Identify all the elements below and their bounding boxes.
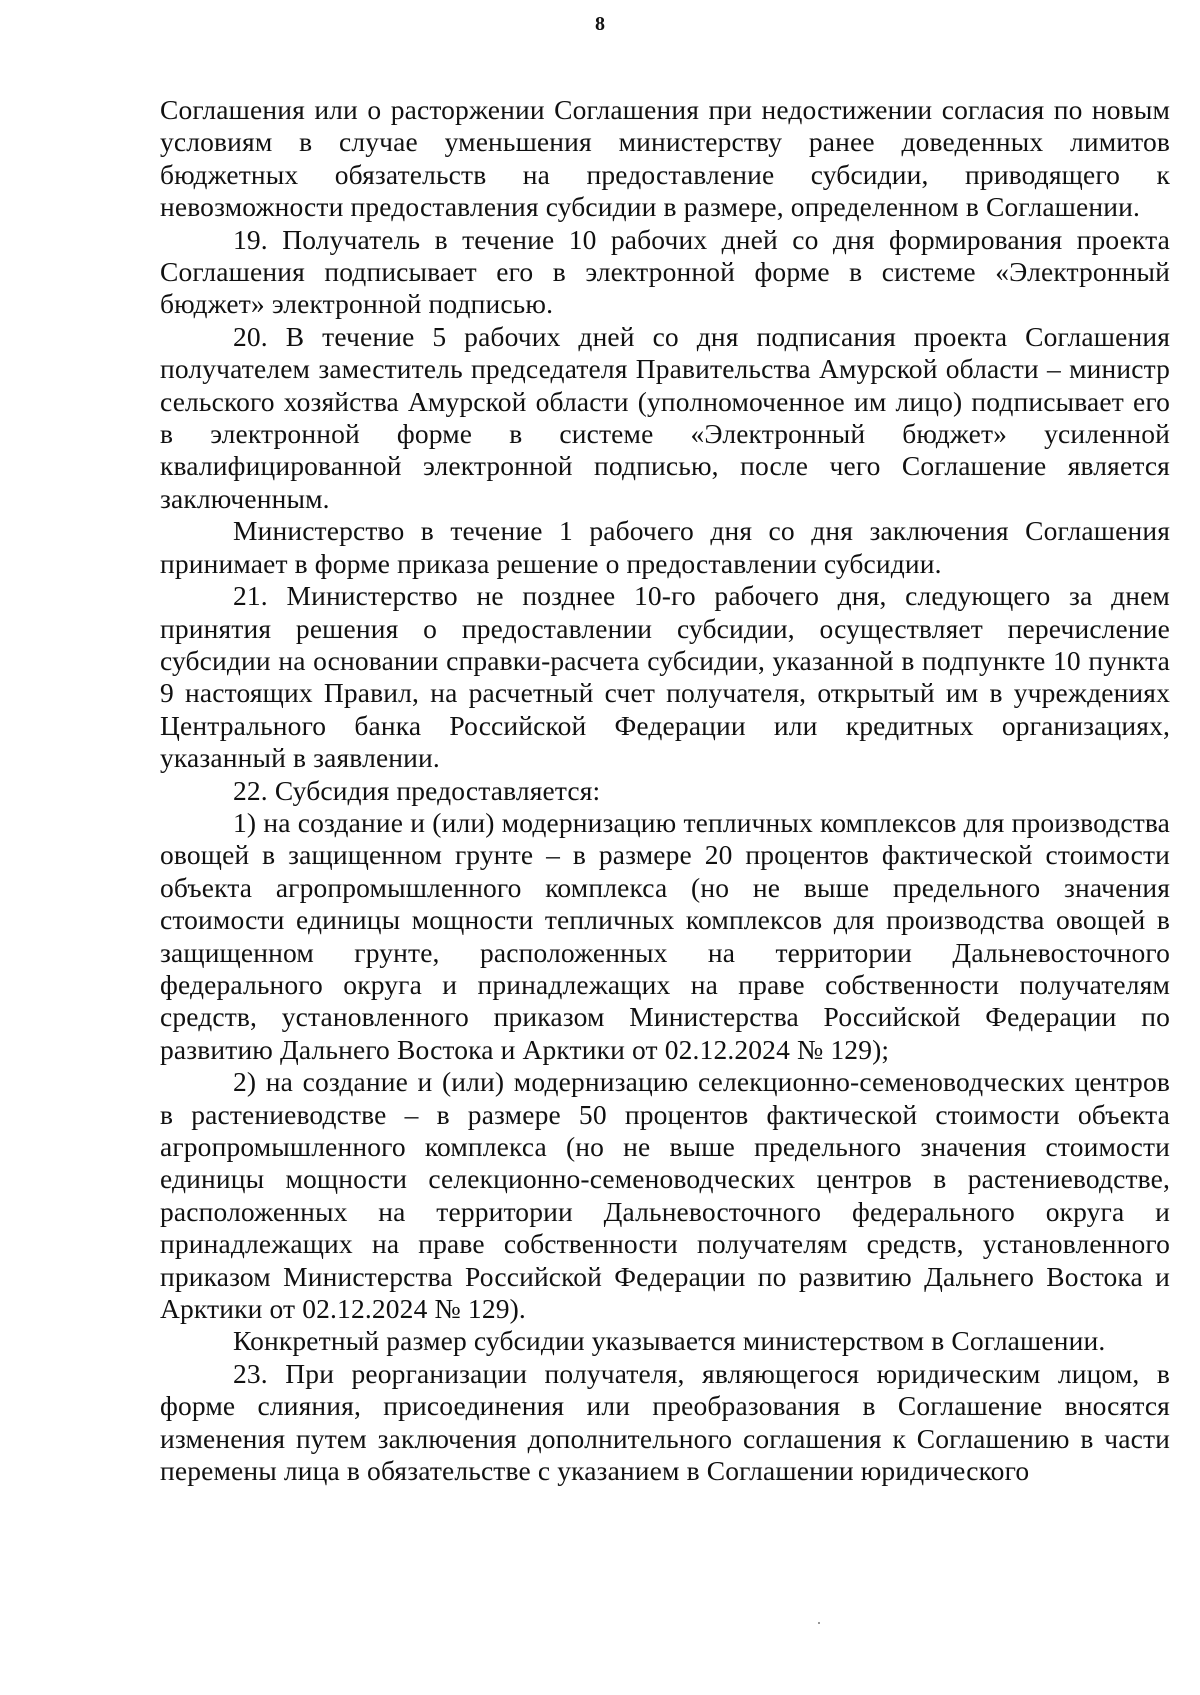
paragraph-clause-19: 19. Получатель в течение 10 рабочих дней со дня формирования проекта Соглашения подписывает его в электронной форме в системе «Электронный бюджет» электронной подписью. (160, 223, 1170, 320)
paragraph-clause-22: 22. Субсидия предоставляется: (233, 774, 601, 806)
paragraph-clause-20: 20. В течение 5 рабочих дней со дня подписания проекта Соглашения получателем заместитель председателя Правительства Амурской области – министр сельского хозяйства Амурской области (уполномоченное им лицо) подписывает его в электронной форме в системе «Электронный бюджет» усиленной квалифицированной электронной подписью, после чего Соглашение является заключенным. (160, 320, 1170, 514)
paragraph-item-1: 1) на создание и (или) модернизацию тепличных комплексов для производства овощей в защищенном грунте – в размере 20 процентов фактической стоимости объекта агропромышленного комплекса (но не выше предельного значения стоимости единицы мощности тепличных комплексов для производства овощей в защищенном грунте, расположенных на территории Дальневосточного федерального округа и принадлежащих на праве собственности получателям средств, установленного приказом Министерства Российской Федерации по развитию Дальнего Востока и Арктики от 02.12.2024 № 129); (160, 806, 1170, 1065)
paragraph-continuation: Соглашения или о расторжении Соглашения при недостижении согласия по новым условиям в случае уменьшения министерству ранее доведенных лимитов бюджетных обязательств на предоставление субсидии, приводящего к невозможности предоставления субсидии в размере, определенном в Соглашении. (160, 94, 1170, 223)
paragraph-subsidy-amount: Конкретный размер субсидии указывается министерством в Соглашении. (233, 1325, 1106, 1357)
paragraph-clause-21: 21. Министерство не позднее 10-го рабочего дня, следующего за днем принятия решения о предоставлении субсидии, осуществляет перечисление субсидии на основании справки-расчета субсидии, указанной в подпункте 10 пункта 9 настоящих Правил, на расчетный счет получателя, открытый им в учреждениях Центрального банка Российской Федерации или кредитных организациях, указанный в заявлении. (160, 580, 1170, 774)
paragraph-item-2: 2) на создание и (или) модернизацию селекционно-семеноводческих центров в растениеводстве – в размере 50 процентов фактической стоимости объекта агропромышленного комплекса (но не выше предельного значения стоимости единицы мощности селекционно-семеноводческих центров в растениеводстве, расположенных на территории Дальневосточного федерального округа и принадлежащих на праве собственности получателям средств, установленного приказом Министерства Российской Федерации по развитию Дальнего Востока и Арктики от 02.12.2024 № 129). (160, 1066, 1170, 1325)
page-number: 8 (595, 13, 605, 35)
paragraph-clause-23: 23. При реорганизации получателя, являющегося юридическим лицом, в форме слияния, присоединения или преобразования в Соглашение вносятся изменения путем заключения дополнительного соглашения к Соглашению в части перемены лица в обязательстве с указанием в Соглашении юридического (160, 1357, 1170, 1487)
paragraph-decision: Министерство в течение 1 рабочего дня со дня заключения Соглашения принимает в форме приказа решение о предоставлении субсидии. (160, 515, 1170, 579)
scan-speck (818, 1622, 820, 1624)
document-body (160, 94, 1170, 1487)
